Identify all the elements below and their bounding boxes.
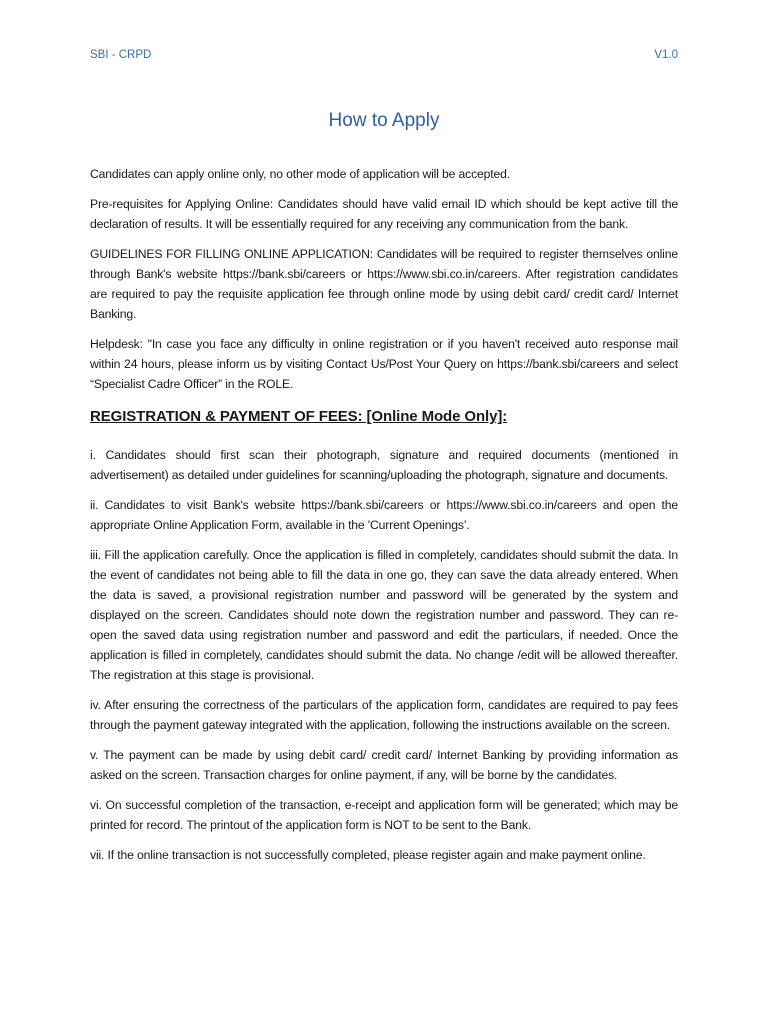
step-item: iii. Fill the application carefully. Once the application is filled in completely, candidates should submit the data. In the event of candidates not being able to fill the data in one go, they can save the data already entered. When the data is saved, a provisional registration number and password will be generated by the system and displayed on the screen. Candidates should note down the registration number and password. They can re-open the saved data using registration number and password and edit the particulars, if needed. Once the application is filled in completely, candidates should submit the data. No change /edit will be allowed thereafter. The registration at this stage is provisional. (90, 548, 678, 682)
header-version-label: V1.0 (654, 49, 678, 61)
step-item: i. Candidates should first scan their photograph, signature and required documents (mentioned in advertisement) as detailed under guidelines for scanning/uploading the photograph, signature and documents. (90, 448, 678, 482)
step-item: vii. If the online transaction is not successfully completed, please register again and make payment online. (90, 848, 646, 862)
section-heading-registration: REGISTRATION & PAYMENT OF FEES: [Online Mode Only]: (90, 408, 508, 425)
intro-paragraph-prerequisites: Pre-requisites for Applying Online: Candidates should have valid email ID which should be kept active till the declaration of results. It will be essentially required for any receiving any communication from the bank. (90, 197, 678, 231)
header-left-label: SBI - CRPD (90, 49, 152, 61)
page-title: How to Apply (328, 110, 440, 131)
step-item: iv. After ensuring the correctness of the particulars of the application form, candidates are required to pay fees through the payment gateway integrated with the application, following the instructions available on the screen. (90, 698, 678, 732)
intro-paragraph-guidelines: GUIDELINES FOR FILLING ONLINE APPLICATION: Candidates will be required to register themselves online through Bank's website https://bank.sbi/careers or https://www.sbi.co.in/careers. After registration candidates are required to pay the requisite application fee through online mode by using debit card/ credit card/ Internet Banking. (90, 247, 678, 321)
step-item: vi. On successful completion of the transaction, e-receipt and application form will be generated; which may be printed for record. The printout of the application form is NOT to be sent to the Bank. (90, 798, 678, 832)
page-header (90, 49, 678, 61)
intro-paragraph-helpdesk: Helpdesk: "In case you face any difficulty in online registration or if you haven't received auto response mail within 24 hours, please inform us by visiting Contact Us/Post Your Query on https://bank.sbi/careers and select “Specialist Cadre Officer” in the ROLE. (90, 337, 678, 391)
intro-paragraph-online-only: Candidates can apply online only, no other mode of application will be accepted. (90, 167, 511, 181)
step-item: v. The payment can be made by using debit card/ credit card/ Internet Banking by providing information as asked on the screen. Transaction charges for online payment, if any, will be borne by the candidates. (90, 748, 678, 782)
document-body (90, 164, 678, 865)
step-item: ii. Candidates to visit Bank's website https://bank.sbi/careers or https://www.sbi.co.in/careers and open the appropriate Online Application Form, available in the 'Current Openings’. (90, 498, 678, 532)
